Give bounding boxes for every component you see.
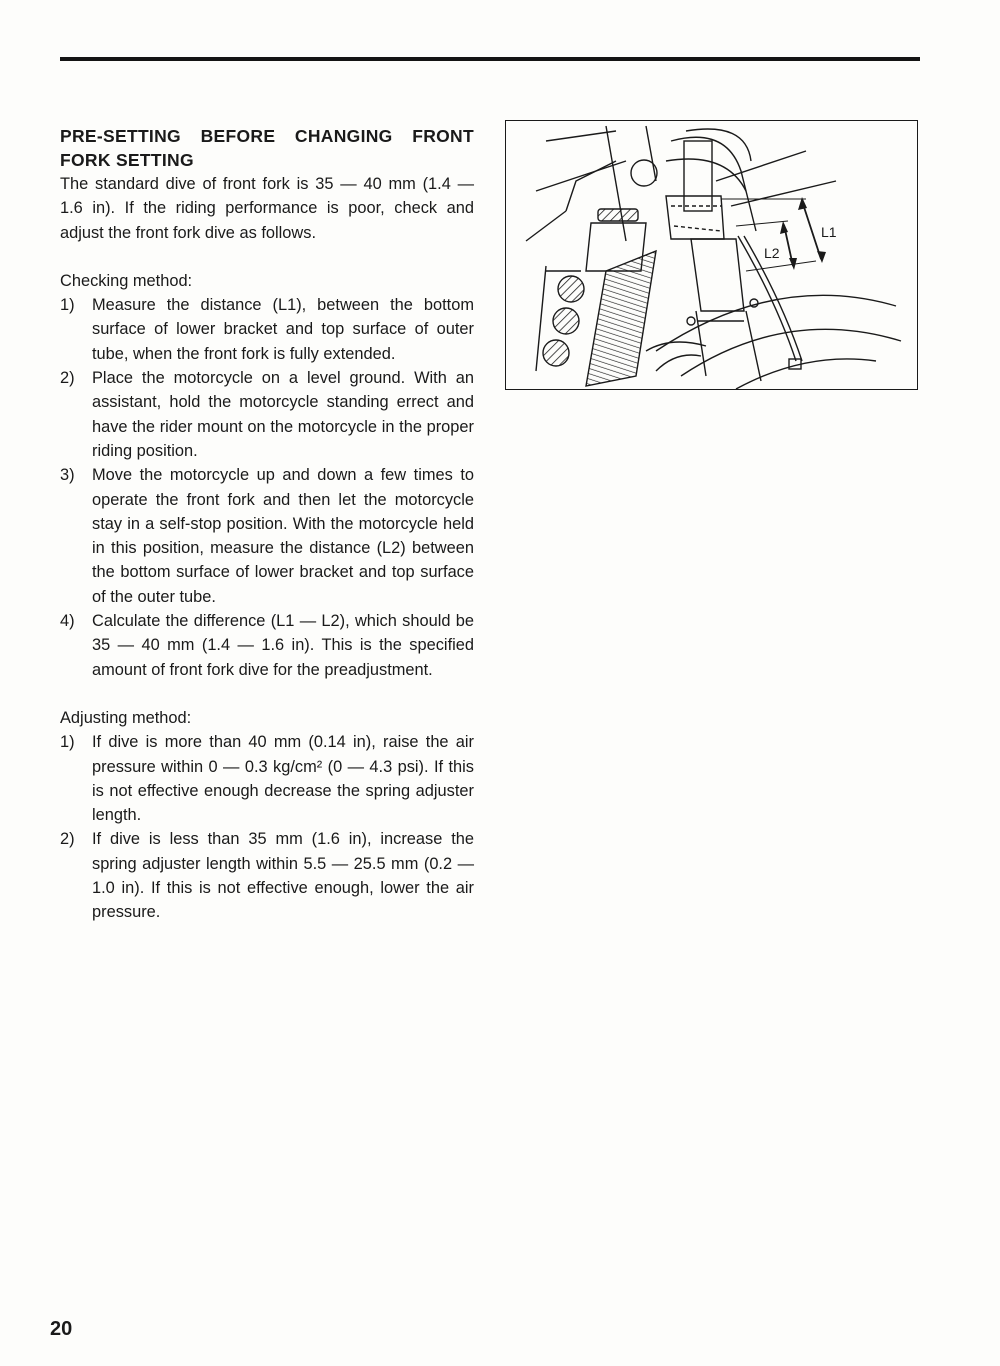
fork-outer-tube <box>691 239 744 311</box>
page-number: 20 <box>50 1318 73 1340</box>
front-fork-illustration <box>505 120 918 390</box>
adjusting-method-title: Adjusting method: <box>60 708 192 727</box>
step-number: 2) <box>60 369 75 388</box>
step-text: Calculate the difference (L1 — L2), which should be 35 — 40 mm (1.4 — 1.6 in). This is the specified amount of front fork dive for the preadjustment. <box>92 612 474 679</box>
top-rule <box>60 57 920 61</box>
step-text: Place the motorcycle on a level ground. With an assistant, hold the motorcycle standing errect and have the rider mount on the motorcycle in the proper riding position. <box>92 369 474 460</box>
lower-bracket <box>666 196 724 239</box>
step-number: 2) <box>60 830 75 849</box>
light-disc <box>543 340 569 366</box>
step-text: Measure the distance (L1), between the bottom surface of lower bracket and top surface of outer tube, when the front fork is fully extended. <box>92 296 474 363</box>
step-text: If dive is more than 40 mm (0.14 in), raise the air pressure within 0 — 0.3 kg/cm² (0 — 4.3 psi). If this is not effective enough decrease the spring adjuster length. <box>92 733 474 825</box>
light-disc <box>558 276 584 302</box>
label-l1: L1 <box>821 224 837 240</box>
step-text: If dive is less than 35 mm (1.6 in), increase the spring adjuster length within 5.5 — 25.5 mm (0.2 — 1.0 in). If this is not effective enough, lower the air pressure. <box>92 830 474 922</box>
gauge-circle <box>631 160 657 186</box>
list-item <box>60 366 474 463</box>
list-item <box>60 463 474 609</box>
fork-inner-tube <box>684 141 712 211</box>
label-l2: L2 <box>764 245 780 261</box>
intro-paragraph: The standard dive of front fork is 35 — 40 mm (1.4 — 1.6 in). If the riding performance is poor, check and adjust the front fork dive as follows. <box>60 175 474 242</box>
list-item <box>60 609 474 682</box>
list-item <box>60 827 474 924</box>
step-number: 3) <box>60 466 75 485</box>
step-number: 4) <box>60 612 75 631</box>
step-number: 1) <box>60 733 75 752</box>
light-disc <box>553 308 579 334</box>
checking-method-title: Checking method: <box>60 271 193 290</box>
fork-diagram-svg <box>506 121 917 389</box>
step-number: 1) <box>60 296 75 315</box>
step-text: Move the motorcycle up and down a few times to operate the front fork and then let the motorcycle stay in a self-stop position. With the motorcycle held in this position, measure the distance (L2) between the bottom surface of lower bracket and top surface of the outer tube. <box>92 466 474 606</box>
adjusting-steps <box>60 730 474 924</box>
checking-steps <box>60 293 474 682</box>
section-heading: PRE-SETTING BEFORE CHANGING FRONT FORK SETTING <box>60 126 474 170</box>
list-item <box>60 730 474 827</box>
list-item <box>60 293 474 366</box>
text-column <box>60 124 474 949</box>
